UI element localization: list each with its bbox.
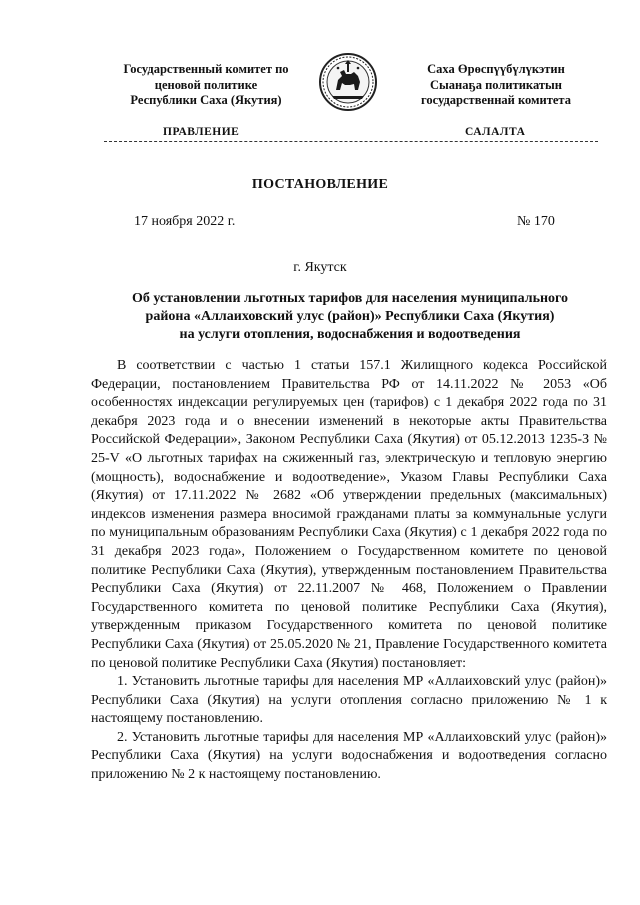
subject-line: на услуги отопления, водоснабжения и водоотведения (179, 327, 521, 342)
subject-line: Об установлении льготных тарифов для населения муниципального (131, 291, 569, 306)
document-number: № 170 (517, 214, 555, 229)
issuer-line: Сыанаҕа политикатын (430, 77, 562, 92)
board-label-yakut: САЛАЛТА (465, 126, 526, 138)
resolution-item-2: 2. Установить льготные тарифы для населения МР «Аллаиховский улус (район)» Республики Саха (Якутия) на услуги водоснабжения и водоотведения согласно приложению № 2 к настоящему постановлению. (91, 729, 607, 783)
issuer-line: Республики Саха (Якутия) (130, 93, 282, 107)
document-body (91, 357, 607, 785)
issuer-name-russian (106, 62, 306, 109)
document-date: 17 ноября 2022 г. (134, 214, 236, 229)
issuer-name-yakut (396, 62, 596, 109)
board-label-russian: ПРАВЛЕНИЕ (163, 126, 240, 138)
issuer-line: государственнай комитета (421, 93, 571, 107)
document-title: ПОСТАНОВЛЕНИЕ (251, 177, 389, 192)
document-subject (96, 290, 604, 344)
preamble-paragraph: В соответствии с частью 1 статьи 157.1 Жилищного кодекса Российской Федерации, постановлением Правительства РФ от 14.11.2022 № 2053 «Об особенностях индексации регулируемых цен (тарифов) с 1 декабря 2022 года по 31 декабря 2023 года и о внесении изменений в некоторые акты Правительства Российской Федерации», Законом Республики Саха (Якутия) от 05.12.2013 1235-З № 25-V «О льготных тарифах на сжиженный газ, электрическую и тепловую энергию (мощность), водоснабжение и водоотведение», Указом Главы Республики Саха (Якутия) от 17.11.2022 № 2682 «Об утверждении предельных (максимальных) индексов изменения размера вносимой гражданами платы за коммунальные услуги по муниципальным образованиям Республики Саха (Якутия) с 1 декабря 2022 года по 31 декабря 2023 года», Положением о Государственном комитете по ценовой политике Республики Саха (Якутия), утвержденным постановлением Правительства Республики Саха (Якутия) от 22.11.2007 № 468, Положением о Правлении Государственного комитета по ценовой политике Республики Саха (Якутия), утвержденным приказом Государственного комитета по ценовой политике Республики Саха (Якутия) от 25.05.2020 № 21, Правление Государственного комитета по ценовой политике Республики Саха (Якутия) постановляет: (91, 358, 607, 671)
issuer-line: Государственный комитет по (123, 62, 289, 76)
document-city: г. Якутск (293, 260, 347, 275)
issuer-line: ценовой политике (154, 77, 258, 92)
issuer-line: Саха Өрөспүүбүлүкэтин (427, 62, 565, 76)
header-divider (104, 141, 598, 142)
resolution-item-1: 1. Установить льготные тарифы для населения МР «Аллаиховский улус (район)» Республики Саха (Якутия) на услуги отопления согласно приложению № 1 к настоящему постановлению. (91, 674, 607, 727)
subject-line: района «Аллаиховский улус (район)» Республики Саха (Якутия) (145, 309, 555, 324)
republic-sakha-emblem-icon (318, 52, 378, 112)
